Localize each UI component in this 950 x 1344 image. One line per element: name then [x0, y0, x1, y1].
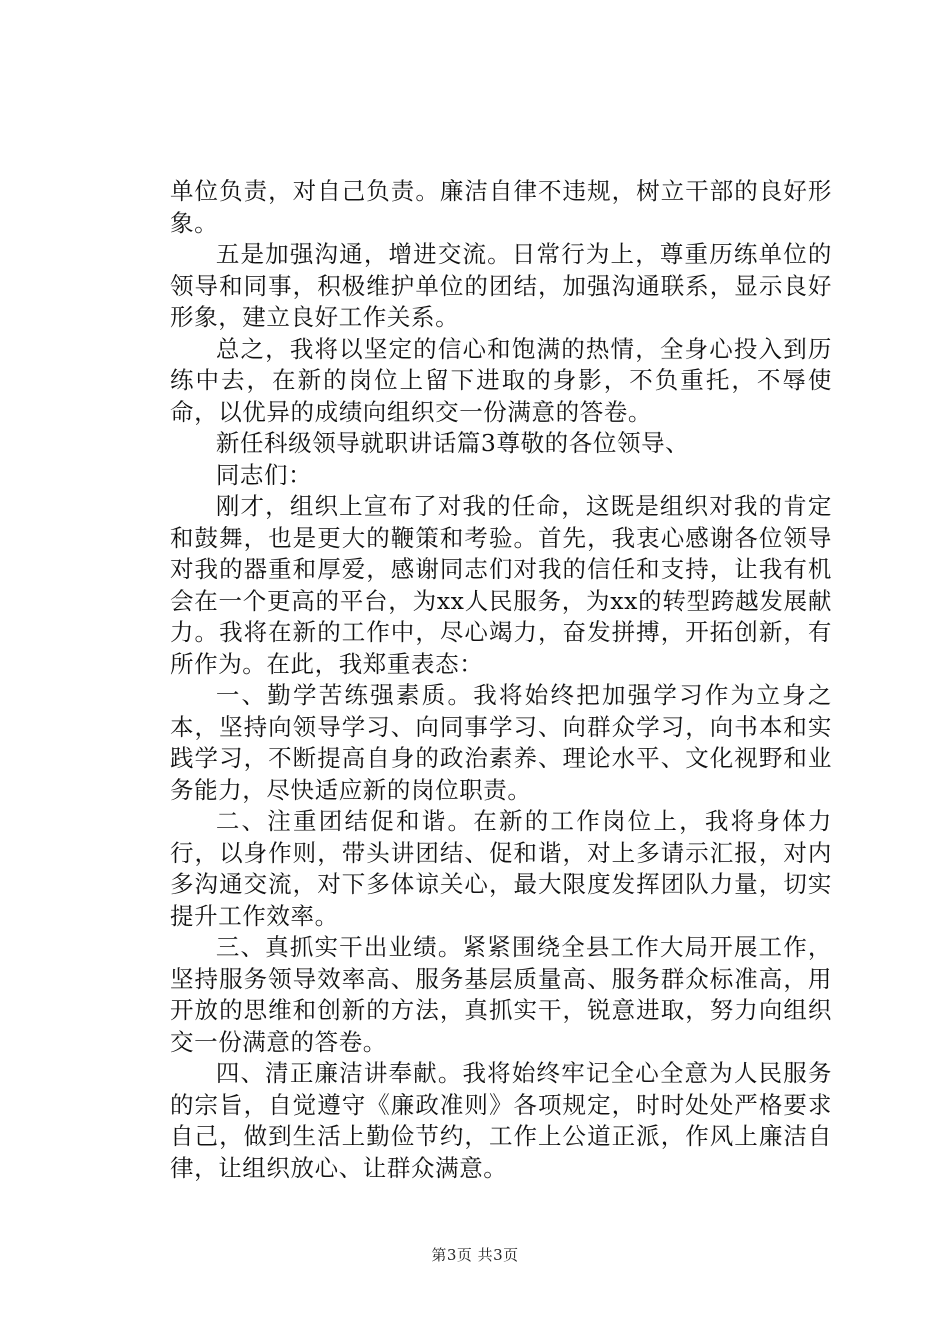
paragraph-summary: 总之，我将以坚定的信心和饱满的热情，全身心投入到历练中去，在新的岗位上留下进取的身影，不负重托，不辱使命，以优异的成绩向组织交一份满意的答卷。 — [170, 334, 832, 426]
paragraph-opening: 刚才，组织上宣布了对我的任命，这既是组织对我的肯定和鼓舞，也是更大的鞭策和考验。首先，我衷心感谢各位领导对我的器重和厚爱，感谢同志们对我的信任和支持，让我有机会在一个更高的平台，为xx人民服务，为xx的转型跨越发展献力。我将在新的工作中，尽心竭力，奋发拼搏，开拓创新，有所作为。在此，我郑重表态： — [170, 492, 832, 678]
paragraph-point-2: 二、注重团结促和谐。在新的工作岗位上，我将身体力行，以身作则，带头讲团结、促和谐，对上多请示汇报，对内多沟通交流，对下多体谅关心，最大限度发挥团队力量，切实提升工作效率。 — [170, 807, 832, 930]
paragraph-point-1: 一、勤学苦练强素质。我将始终把加强学习作为立身之本，坚持向领导学习、向同事学习、向群众学习，向书本和实践学习，不断提高自身的政治素养、理论水平、文化视野和业务能力，尽快适应新的岗位职责。 — [170, 681, 832, 804]
paragraph-communication: 五是加强沟通，增进交流。日常行为上，尊重历练单位的领导和同事，积极维护单位的团结，加强沟通联系，显示良好形象，建立良好工作关系。 — [170, 240, 832, 331]
paragraph-point-4: 四、清正廉洁讲奉献。我将始终牢记全心全意为人民服务的宗旨，自觉遵守《廉政准则》各项规定，时时处处严格要求自己，做到生活上勤俭节约，工作上公道正派，作风上廉洁自律，让组织放心、让群众满意。 — [170, 1059, 832, 1182]
paragraph-point-3: 三、真抓实干出业绩。紧紧围绕全县工作大局开展工作，坚持服务领导效率高、服务基层质量高、服务群众标准高，用开放的思维和创新的方法，真抓实干，锐意进取，努力向组织交一份满意的答卷。 — [170, 933, 832, 1056]
salutation: 同志们： — [215, 460, 313, 489]
paragraph-continuation: 单位负责，对自己负责。廉洁自律不违规，树立干部的良好形象。 — [170, 177, 832, 237]
section-heading: 新任科级领导就职讲话篇3尊敬的各位领导、 — [215, 429, 690, 457]
document-body — [170, 176, 832, 1184]
page-number-footer: 第3页 共3页 — [431, 1246, 519, 1264]
